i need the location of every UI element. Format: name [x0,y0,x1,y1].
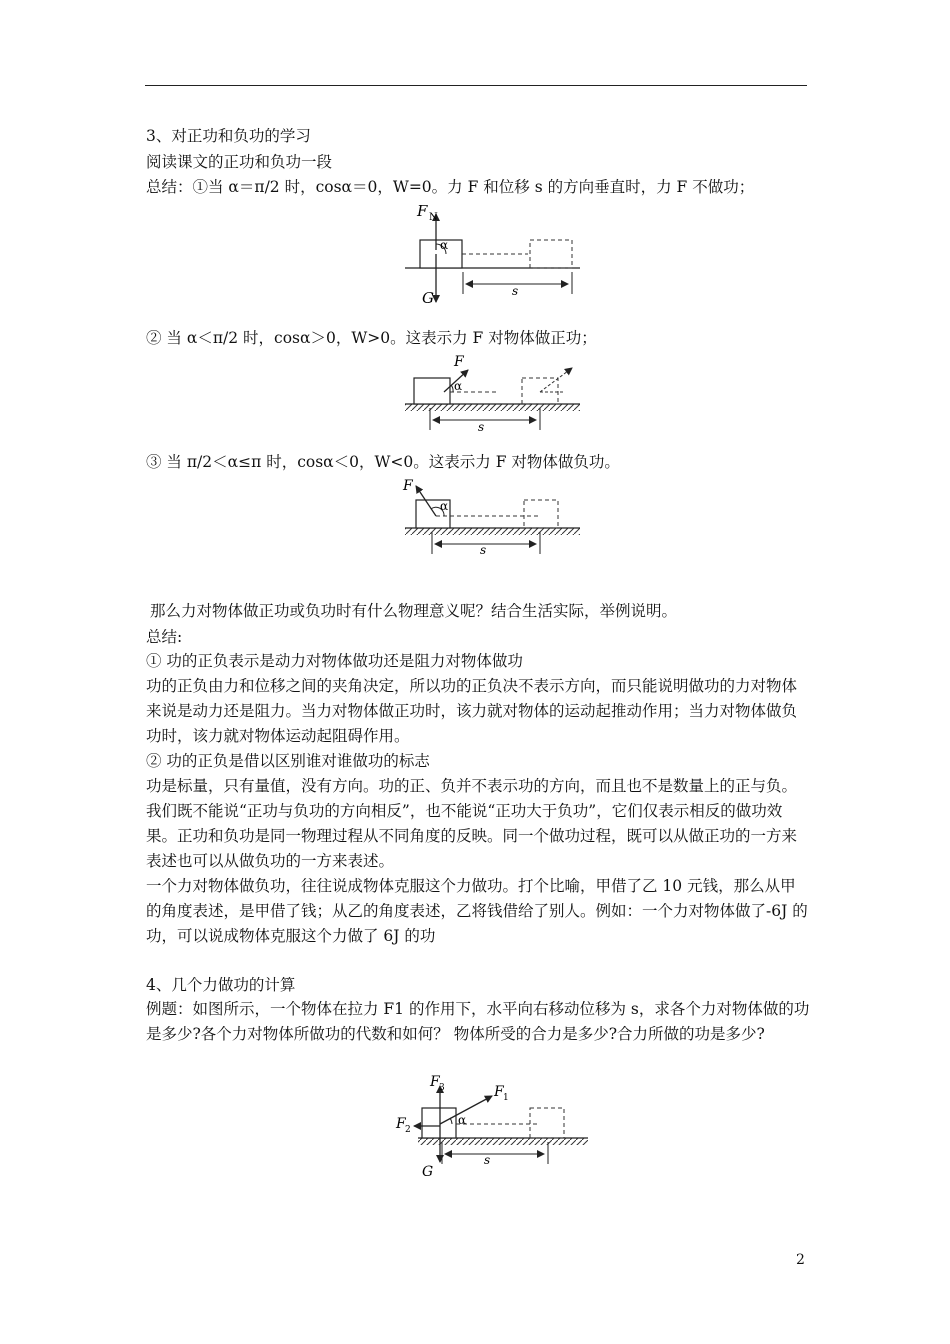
f2-label: F [396,1116,406,1132]
case2-text: ② 当 α＜π/2 时，cosα＞0，W>0。这表示力 F 对物体做正功； [146,329,597,347]
page-number: 2 [796,1252,805,1268]
point2-body: 功是标量，只有量值，没有方向。功的正、负并不表示功的方向，而且也不是数量上的正与负。我们既不能说“正功与负功的方向相反”，也不能说“正功大于负功”，它们仅表示相反的做功效果。正功和负功是同一物理过程从不同角度的反映。同一个做功过程，既可以从做正功的一方来表述也可以从做负功的一方来表述。 [146,777,798,870]
f3-label: F [430,1074,440,1090]
summary-label: 总结: [146,628,183,646]
point2-extra: 一个力对物体做负功，往往说成物体克服这个力做功。打个比喻，甲借了乙 10 元钱，那么从甲的角度表述，是甲借了钱；从乙的角度表述，乙将钱借给了别人。例如：一个力对物体做了-6J 的功，可以说成物体克服这个力做了 6J 的功 [146,877,808,945]
fn-label: F [417,202,428,220]
example-text: 例题：如图所示，一个物体在拉力 F1 的作用下，水平向右移动位移为 s，求各个力对物体做的功是多少?各个力对物体所做功的代数和如何？ 物体所受的合力是多少?合力所做的功是多少? [146,1000,810,1043]
alpha-label: α [458,1113,467,1127]
figure-perpendicular-force [400,200,590,312]
f-label: F [403,478,413,494]
figure-obtuse-angle-force [400,474,590,558]
f1-label: F [494,1084,504,1100]
s-label: s [478,420,485,434]
point2-title: ② 功的正负是借以区别谁对谁做功的标志 [146,752,430,770]
s-label: s [512,284,519,298]
point1-title: ① 功的正负表示是动力对物体做功还是阻力对物体做功 [146,652,523,670]
case3-text: ③ 当 π/2＜α≤π 时，cosα＜0，W<0。这表示力 F 对物体做负功。 [146,453,620,471]
point1-body: 功的正负由力和位移之间的夹角决定，所以功的正负决不表示方向，而只能说明做功的力对物体来说是动力还是阻力。当力对物体做正功时，该力就对物体的运动起推动作用；当力对物体做负功时，该力就对物体运动起阻碍作用。 [146,677,798,745]
section3-heading: 3、对正功和负功的学习 [146,127,311,145]
section4-heading: 4、几个力做功的计算 [146,976,296,994]
figure-acute-angle-force [400,350,590,436]
case1-text: 总结：①当 α＝π/2 时，cosα＝0，W=0。力 F 和位移 s 的方向垂直时，力 F 不做功； [146,178,755,196]
f1-subscript: 1 [503,1093,509,1103]
summary-body [146,649,810,949]
g-label: G [422,1164,434,1180]
header-rule [145,85,807,86]
read-instruction: 阅读课文的正功和负功一段 [146,153,333,171]
f3-subscript: 3 [439,1083,445,1093]
figure-multiple-forces [390,1074,600,1184]
fn-subscript: N [429,212,438,223]
f-label: F [454,354,464,370]
alpha-label: α [440,499,449,513]
s-label: s [484,1153,491,1167]
g-label: G [422,289,434,307]
s-label: s [480,543,487,557]
alpha-label: α [440,238,449,252]
alpha-label: α [454,379,463,393]
f2-subscript: 2 [405,1125,411,1135]
meaning-question: 那么力对物体做正功或负功时有什么物理意义呢？结合生活实际，举例说明。 [150,602,678,620]
